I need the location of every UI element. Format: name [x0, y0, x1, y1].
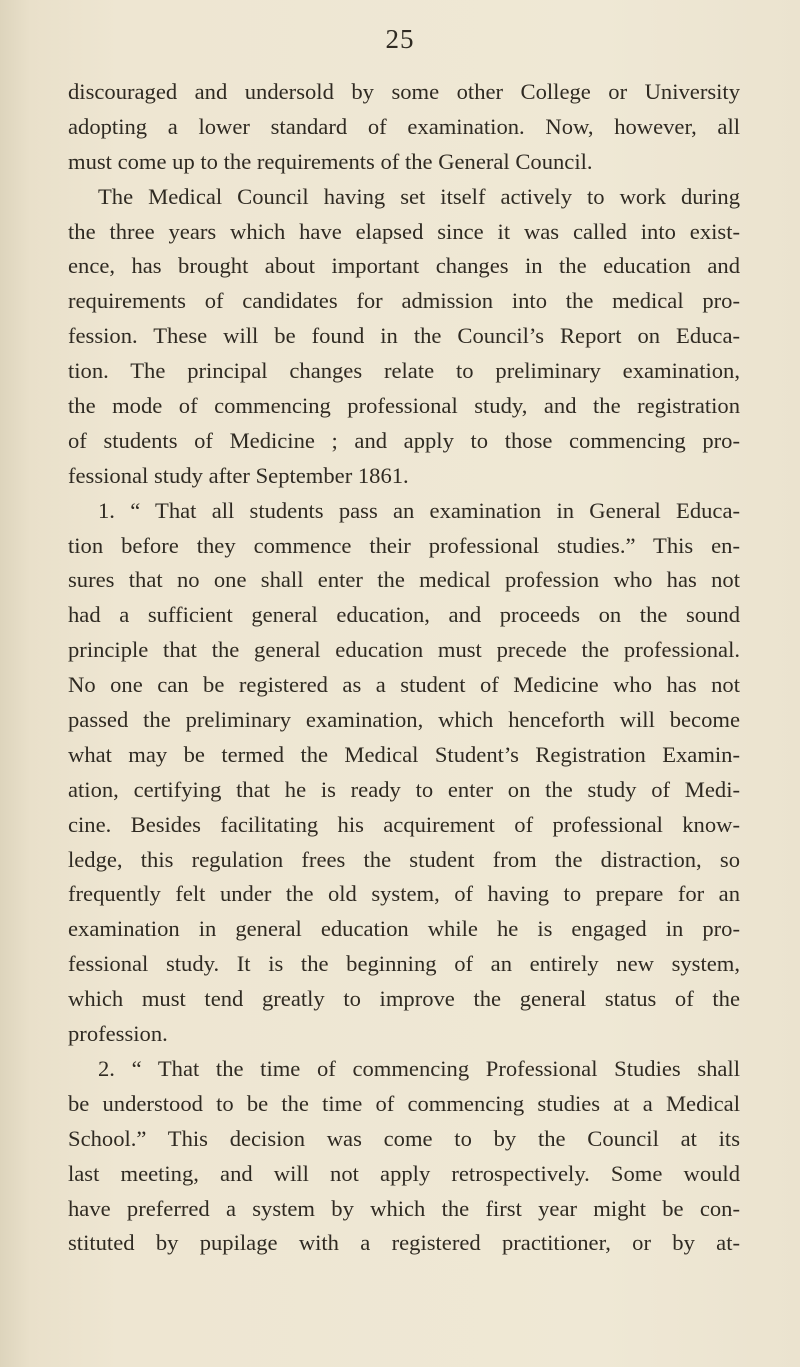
text-line: passed the preliminary examination, which henceforth will become [68, 707, 740, 733]
text-line: what may be termed the Medical Student’s Registration Examin- [68, 741, 740, 767]
text-line: cine. Besides facilitating his acquirement of professional know- [68, 811, 740, 837]
text-line: ledge, this regulation frees the student from the distraction, so [68, 846, 740, 872]
text-line: frequently felt under the old system, of having to prepare for an [68, 881, 740, 907]
text-line: tion before they commence their professional studies.” This en- [68, 532, 740, 558]
text-line: fession. These will be found in the Council’s Report on Educa- [68, 323, 740, 349]
text-line: last meeting, and will not apply retrospectively. Some would [68, 1160, 740, 1186]
text-line: discouraged and undersold by some other College or University [68, 79, 740, 104]
body-text [68, 75, 740, 1261]
text-line: examination in general education while he is engaged in pro- [68, 916, 740, 942]
text-line: The Medical Council having set itself actively to work during [98, 183, 740, 209]
text-line: 2. “ That the time of commencing Professional Studies shall [98, 1055, 740, 1081]
text-line: ation, certifying that he is ready to enter on the study of Medi- [68, 776, 740, 802]
text-line: stituted by pupilage with a registered practitioner, or by at- [68, 1230, 740, 1256]
text-line: adopting a lower standard of examination. Now, however, all [68, 113, 740, 139]
text-line: had a sufficient general education, and proceeds on the sound [68, 602, 740, 628]
text-line: tion. The principal changes relate to preliminary examination, [68, 358, 740, 384]
text-line: School.” This decision was come to by the Council at its [68, 1125, 740, 1151]
text-line: the three years which have elapsed since it was called into exist- [68, 218, 740, 244]
text-line: ence, has brought about important changes in the education and [68, 253, 740, 279]
text-line: 1. “ That all students pass an examination in General Educa- [98, 497, 740, 523]
text-line: No one can be registered as a student of Medicine who has not [68, 672, 740, 698]
text-line: fessional study. It is the beginning of an entirely new system, [68, 951, 740, 977]
text-line: sures that no one shall enter the medical profession who has not [68, 567, 740, 593]
text-line: principle that the general education must precede the professional. [68, 637, 740, 663]
text-line: which must tend greatly to improve the general status of the [68, 986, 740, 1012]
text-line: have preferred a system by which the first year might be con- [68, 1195, 740, 1221]
text-line: must come up to the requirements of the General Council. [68, 148, 593, 174]
page-number: 25 [385, 24, 415, 54]
text-line: the mode of commencing professional study, and the registration [68, 393, 740, 419]
text-line: profession. [68, 1021, 168, 1047]
text-line: be understood to be the time of commencing studies at a Medical [68, 1090, 740, 1116]
text-line: fessional study after September 1861. [68, 462, 409, 488]
text-line: requirements of candidates for admission into the medical pro- [68, 288, 740, 314]
text-line: of students of Medicine ; and apply to those commencing pro- [68, 427, 740, 453]
